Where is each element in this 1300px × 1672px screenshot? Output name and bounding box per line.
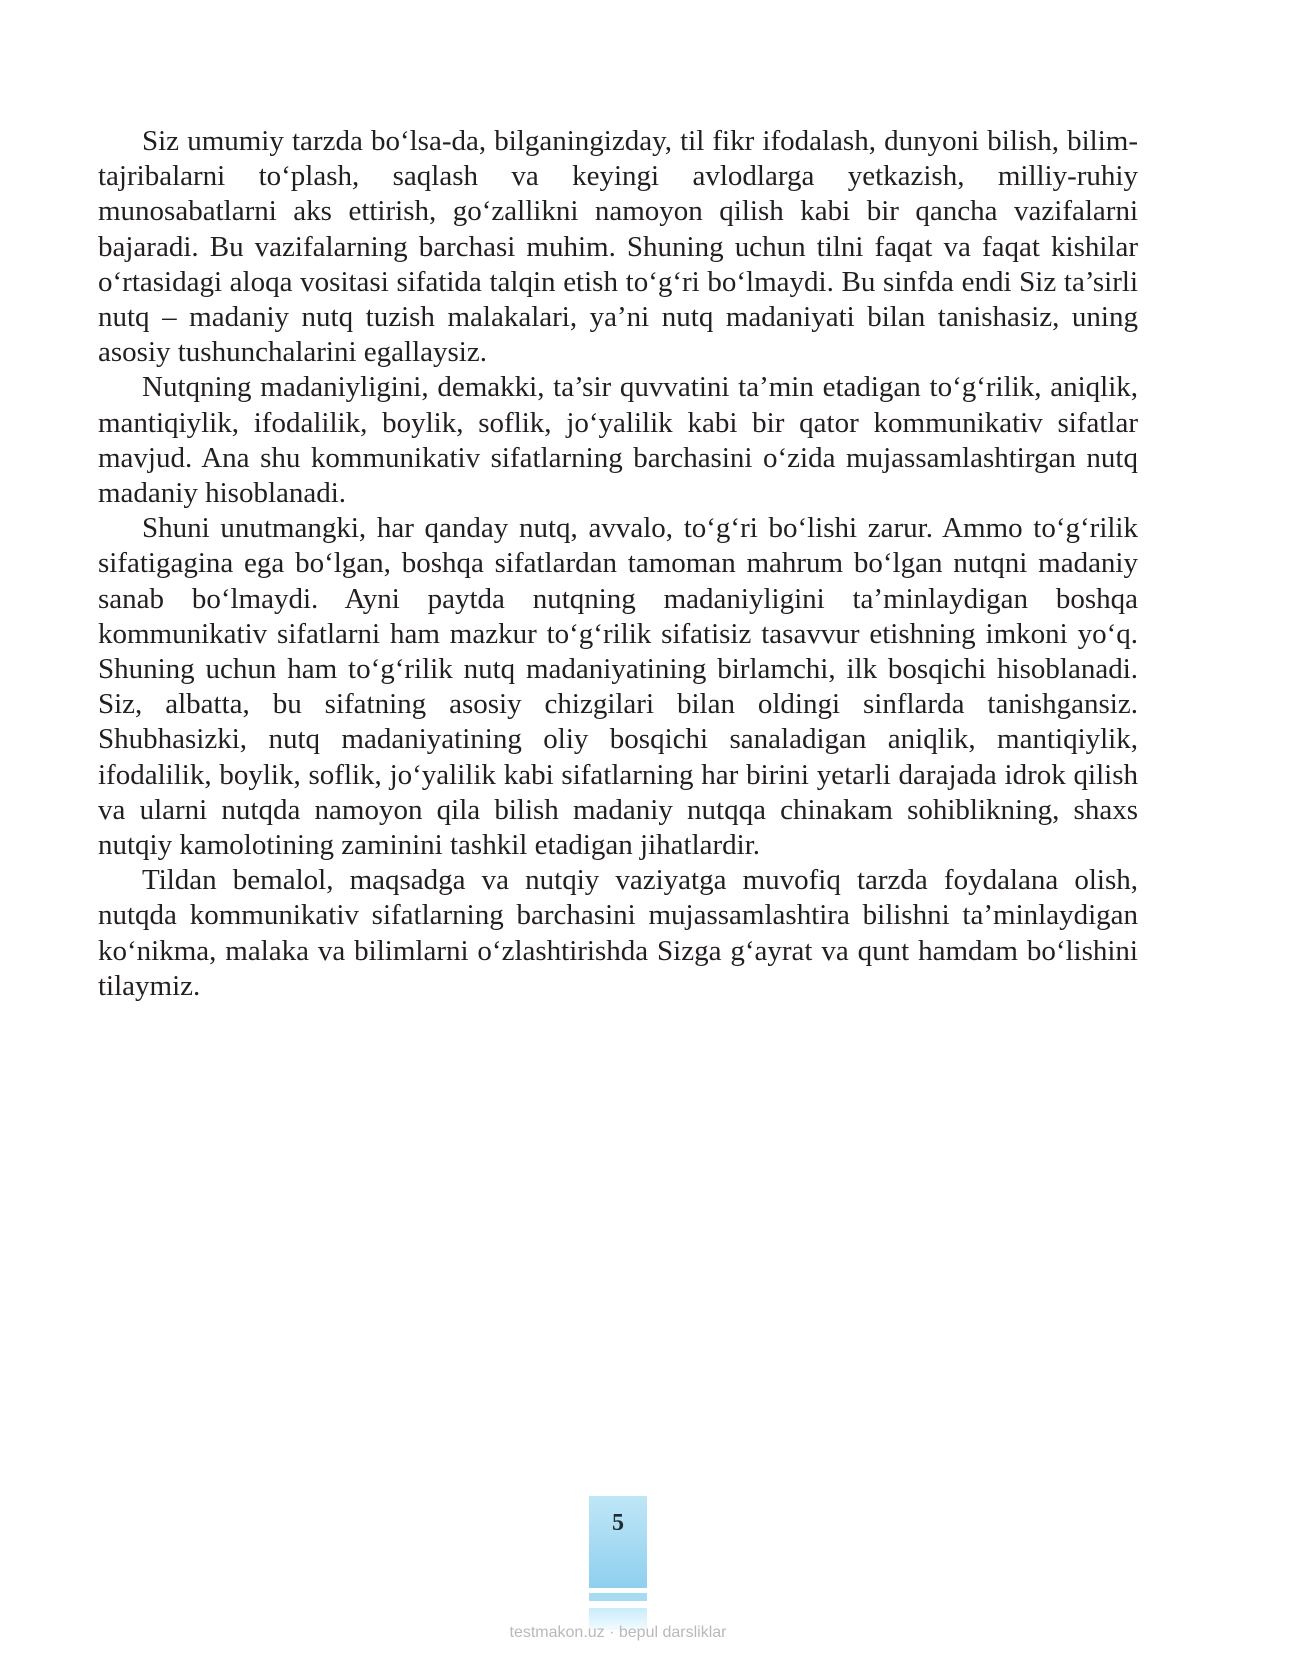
- paragraph-3: Shuni unutmangki, har qanday nutq, avvalo, to‘g‘ri bo‘lishi zarur. Ammo to‘g‘rilik sifatigagina ega bo‘lgan, boshqa sifatlardan tamoman mahrum bo‘lgan nutqni madaniy sanab bo‘lmaydi. Ayni paytda nutqning madaniyligini ta’minlaydigan boshqa kommunikativ sifatlarni ham mazkur to‘g‘rilik sifatisiz tasavvur etishning imkoni yo‘q. Shuning uchun ham to‘g‘rilik nutq madaniyatining birlamchi, ilk bosqichi hisoblanadi. Siz, albatta, bu sifatning asosiy chizgilari bilan oldingi sinflarda tanishgansiz. Shubhasizki, nutq madaniyatining oliy bosqichi sanaladigan aniqlik, mantiqiylik, ifodalilik, boylik, soflik, jo‘yalilik kabi sifatlarning har birini yetarli darajada idrok qilish va ularni nutqda namoyon qila bilish madaniy nutqqa chinakam sohiblikning, shaxs nutqiy kamolotining zaminini tashkil etadigan jihatlardir.: [98, 512, 1138, 862]
- page-body: [98, 124, 1138, 1004]
- paragraph-1: Siz umumiy tarzda bo‘lsa-da, bilganingizday, til fikr ifodalash, dunyoni bilish, bilim-tajribalarni to‘plash, saqlash va keyingi avlodlarga yetkazish, milliy-ruhiy munosabatlarni aks ettirish, go‘zallikni namoyon qilish kabi bir qancha vazifalarni bajaradi. Bu vazifalarning barchasi muhim. Shuning uchun tilni faqat va faqat kishilar o‘rtasidagi aloqa vositasi sifatida talqin etish to‘g‘ri bo‘lmaydi. Bu sinfda endi Siz ta’sirli nutq – madaniy nutq tuzish malakalari, ya’ni nutq madaniyati bilan tanishasiz, uning asosiy tushunchalarini egallaysiz.: [98, 125, 1138, 369]
- page-number-tab-stripe: [589, 1593, 647, 1601]
- footer-credit: testmakon.uz · bepul darsliklar: [509, 1624, 727, 1641]
- paragraph-2: Nutqning madaniyligini, demakki, ta’sir quvvatini ta’min etadigan to‘g‘rilik, aniqlik, mantiqiylik, ifodalilik, boylik, soflik, jo‘yalilik kabi bir qator kommunikativ sifatlar mavjud. Ana shu kommunikativ sifatlarning barchasini o‘zida mujassamlashtirgan nutq madaniy hisoblanadi.: [98, 371, 1138, 510]
- page-number: 5: [612, 1510, 624, 1536]
- page-number-tab-block: [589, 1496, 647, 1588]
- paragraph-4: Tildan bemalol, maqsadga va nutqiy vaziyatga muvofiq tarzda foydalana olish, nutqda kommunikativ sifatlarning barchasini mujassamlashtira bilishni ta’minlaydigan ko‘nikma, malaka va bilimlarni o‘zlashtirishda Sizga g‘ayrat va qunt hamdam bo‘lishini tilaymiz.: [98, 864, 1138, 1002]
- page-number-tab: [589, 1496, 647, 1630]
